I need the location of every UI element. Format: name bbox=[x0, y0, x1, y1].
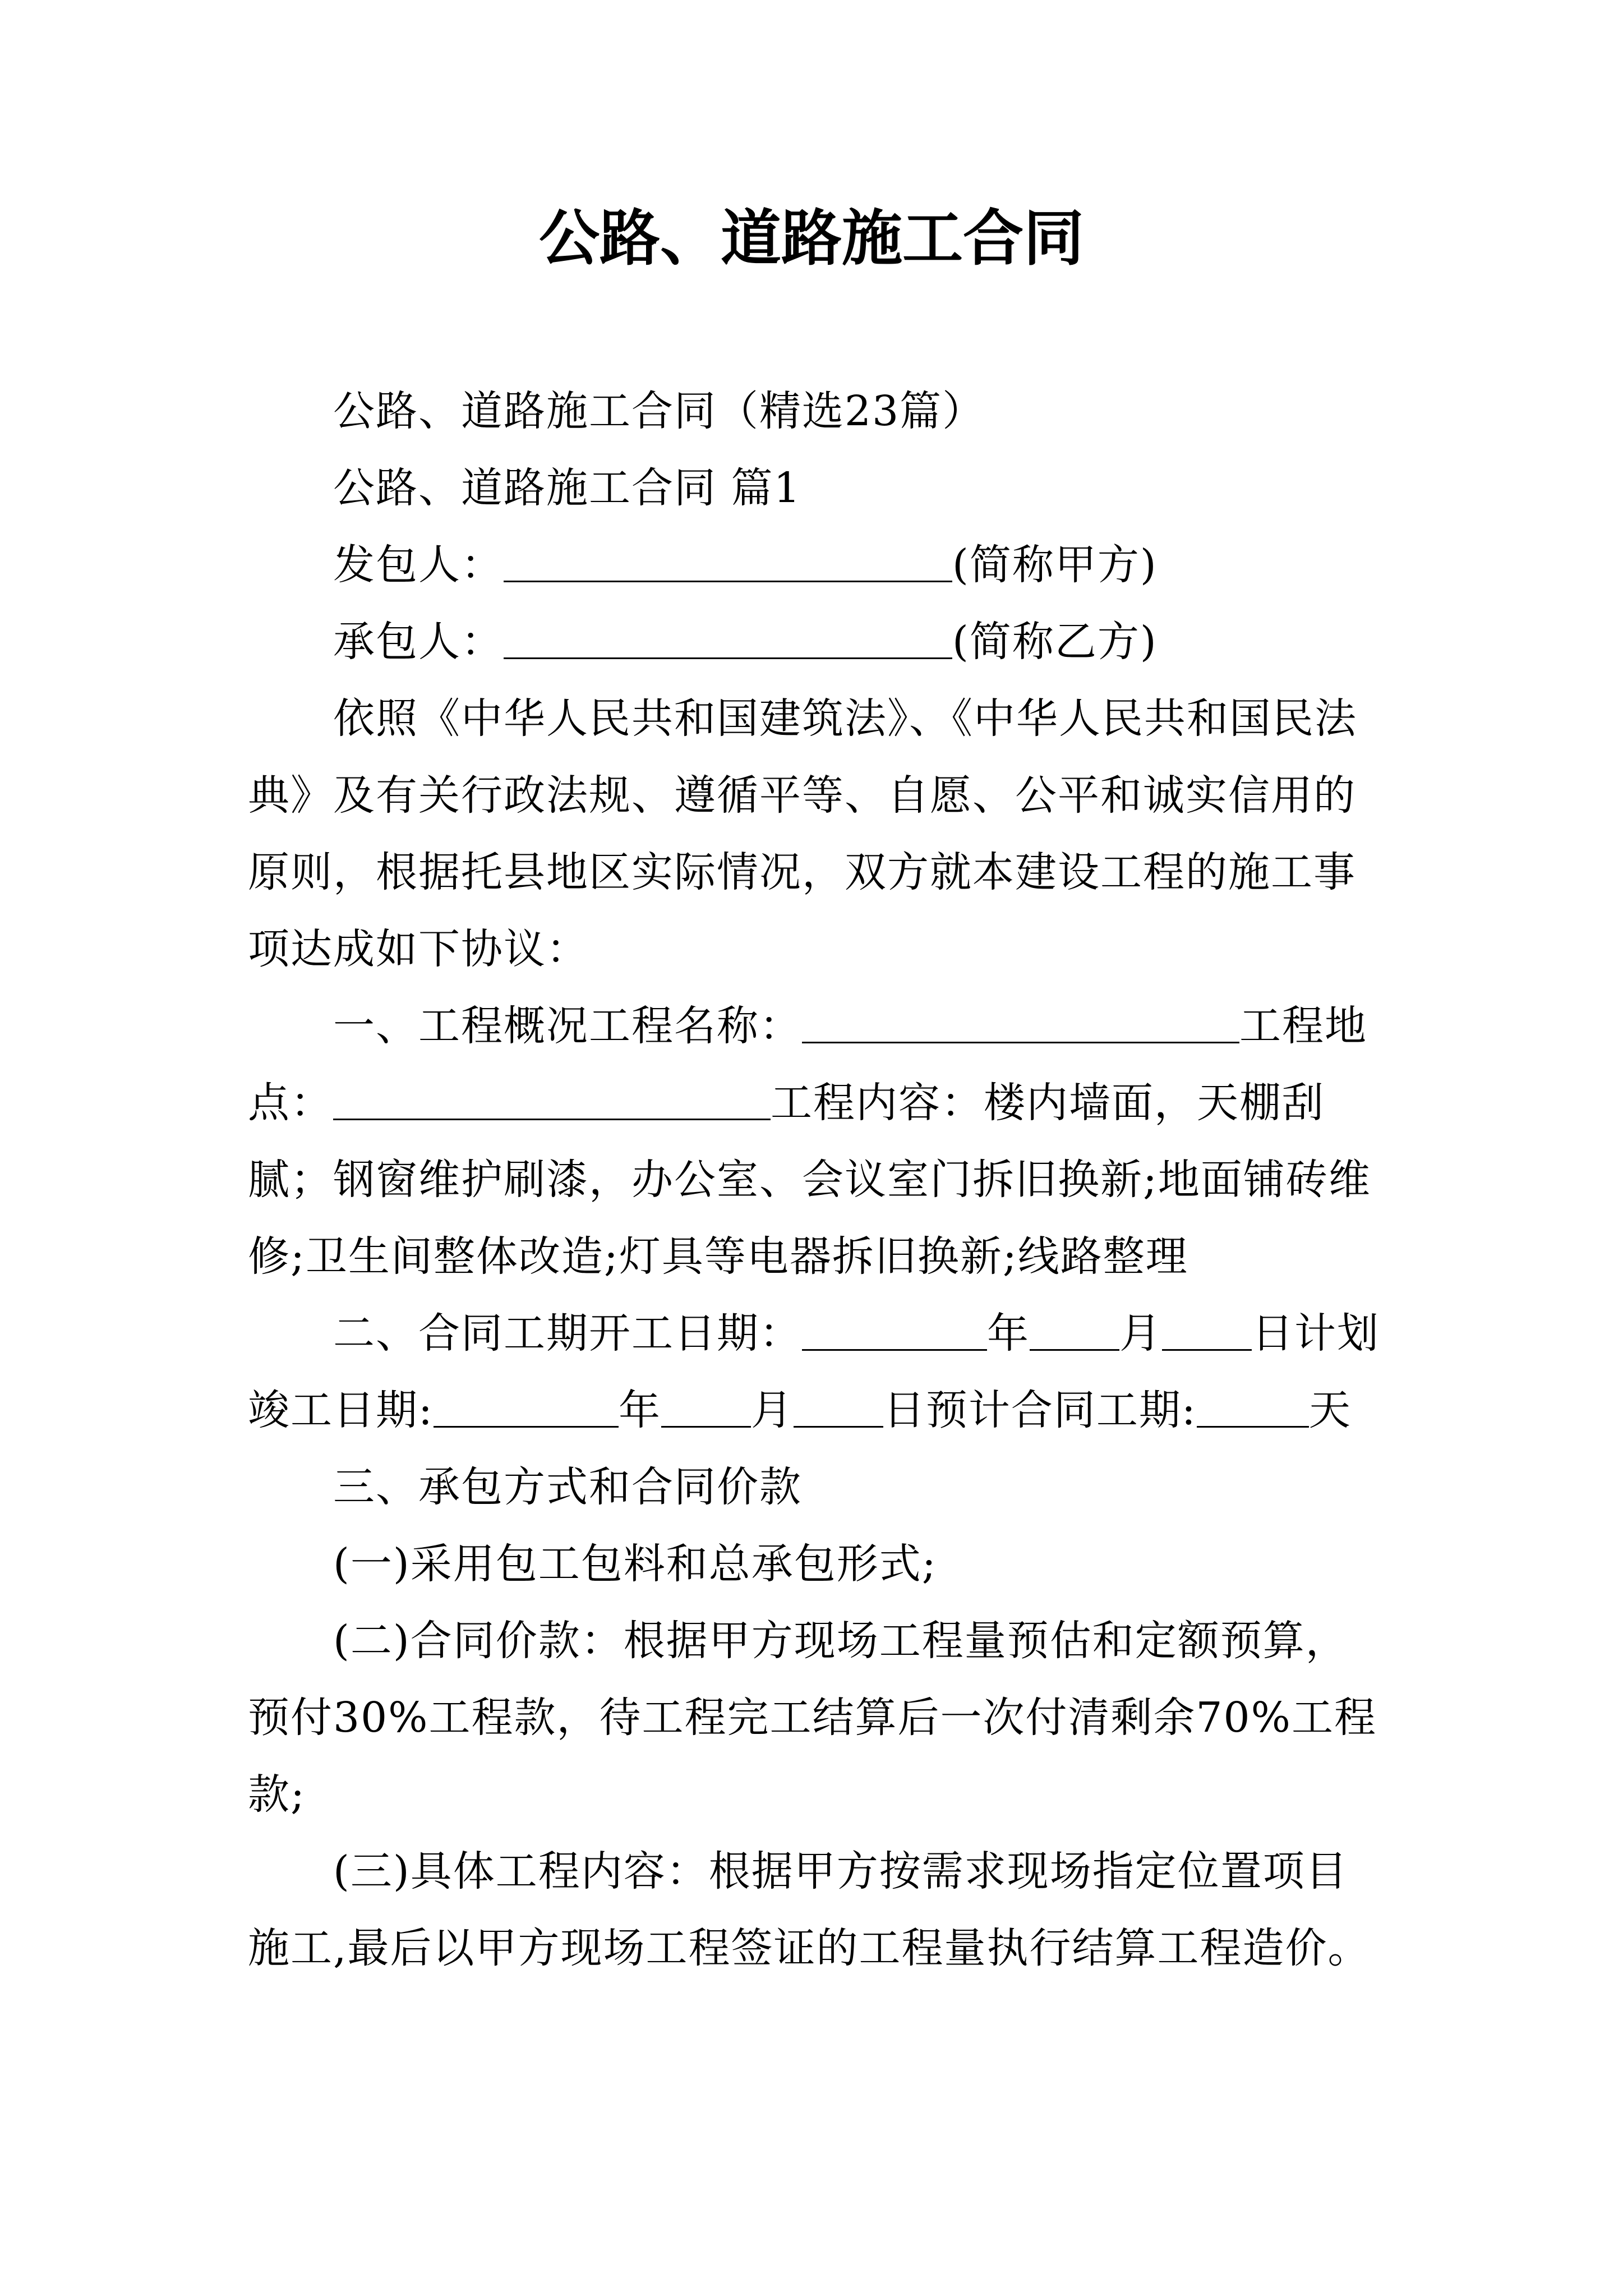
section-heading: 公路、道路施工合同 篇1 bbox=[333, 464, 801, 512]
section-3-item-2: (二)合同价款：根据甲方现场工程量预估和定额预算，预付30%工程款，待工程完工结算后一次付清剩余70%工程款; bbox=[248, 1617, 1377, 1819]
employer-line bbox=[248, 527, 1381, 604]
subtitle: 公路、道路施工合同（精选23篇） bbox=[333, 387, 985, 435]
employer-suffix: (简称甲方) bbox=[952, 541, 1158, 589]
end-month-char: 月 bbox=[750, 1386, 794, 1434]
start-year-char: 年 bbox=[987, 1309, 1030, 1358]
section-2-paragraph bbox=[248, 1295, 1381, 1449]
section-1-project-name-label: 一、工程概况工程名称： bbox=[333, 1002, 802, 1050]
contractor-line bbox=[248, 604, 1381, 680]
project-location-blank bbox=[333, 1077, 771, 1120]
contractor-label: 承包人： bbox=[333, 618, 504, 666]
days-char: 天 bbox=[1308, 1386, 1352, 1434]
end-month-blank bbox=[661, 1384, 751, 1428]
section-1-paragraph bbox=[248, 988, 1381, 1295]
start-month-blank bbox=[1030, 1308, 1119, 1351]
start-date-label: 二、合同工期开工日期： bbox=[333, 1309, 802, 1358]
estimated-duration-label: 日预计合同工期: bbox=[883, 1386, 1197, 1434]
start-year-blank bbox=[802, 1308, 987, 1351]
end-year-blank bbox=[434, 1384, 619, 1428]
planned-completion-label: 日计划竣工日期: bbox=[248, 1309, 1380, 1434]
employer-label: 发包人： bbox=[333, 541, 504, 589]
start-month-char: 月 bbox=[1119, 1309, 1162, 1358]
document-title: 公路、道路施工合同 bbox=[538, 203, 1084, 274]
employer-blank bbox=[504, 539, 952, 582]
document-body bbox=[248, 373, 1381, 1987]
preamble-paragraph: 依照《中华人民共和国建筑法》、《中华人民共和国民法典》及有关行政法规、遵循平等、自愿、公平和诚实信用的原则，根据托县地区实际情况，双方就本建设工程的施工事项达成如下协议： bbox=[248, 694, 1357, 973]
section-3-item-1: (一)采用包工包料和总承包形式; bbox=[333, 1540, 937, 1588]
contractor-blank bbox=[504, 616, 952, 659]
section-3-item-3: (三)具体工程内容：根据甲方按需求现场指定位置项目施工,最后以甲方现场工程签证的工程量执行结算工程造价。 bbox=[248, 1847, 1371, 1972]
end-day-blank bbox=[794, 1384, 883, 1428]
section-1-content: 工程内容：楼内墙面，天棚刮腻；钢窗维护刷漆，办公室、会议室门拆旧换新;地面铺砖维修;卫生间整体改造;灯具等电器拆旧换新;线路整理 bbox=[248, 1079, 1371, 1281]
section-1-location-label: 工程地点： bbox=[248, 1002, 1367, 1127]
duration-blank bbox=[1197, 1384, 1309, 1428]
start-day-blank bbox=[1162, 1308, 1252, 1351]
section-3-heading: 三、承包方式和合同价款 bbox=[333, 1463, 802, 1511]
contractor-suffix: (简称乙方) bbox=[952, 618, 1158, 666]
end-year-char: 年 bbox=[618, 1386, 661, 1434]
project-name-blank bbox=[802, 1000, 1239, 1043]
